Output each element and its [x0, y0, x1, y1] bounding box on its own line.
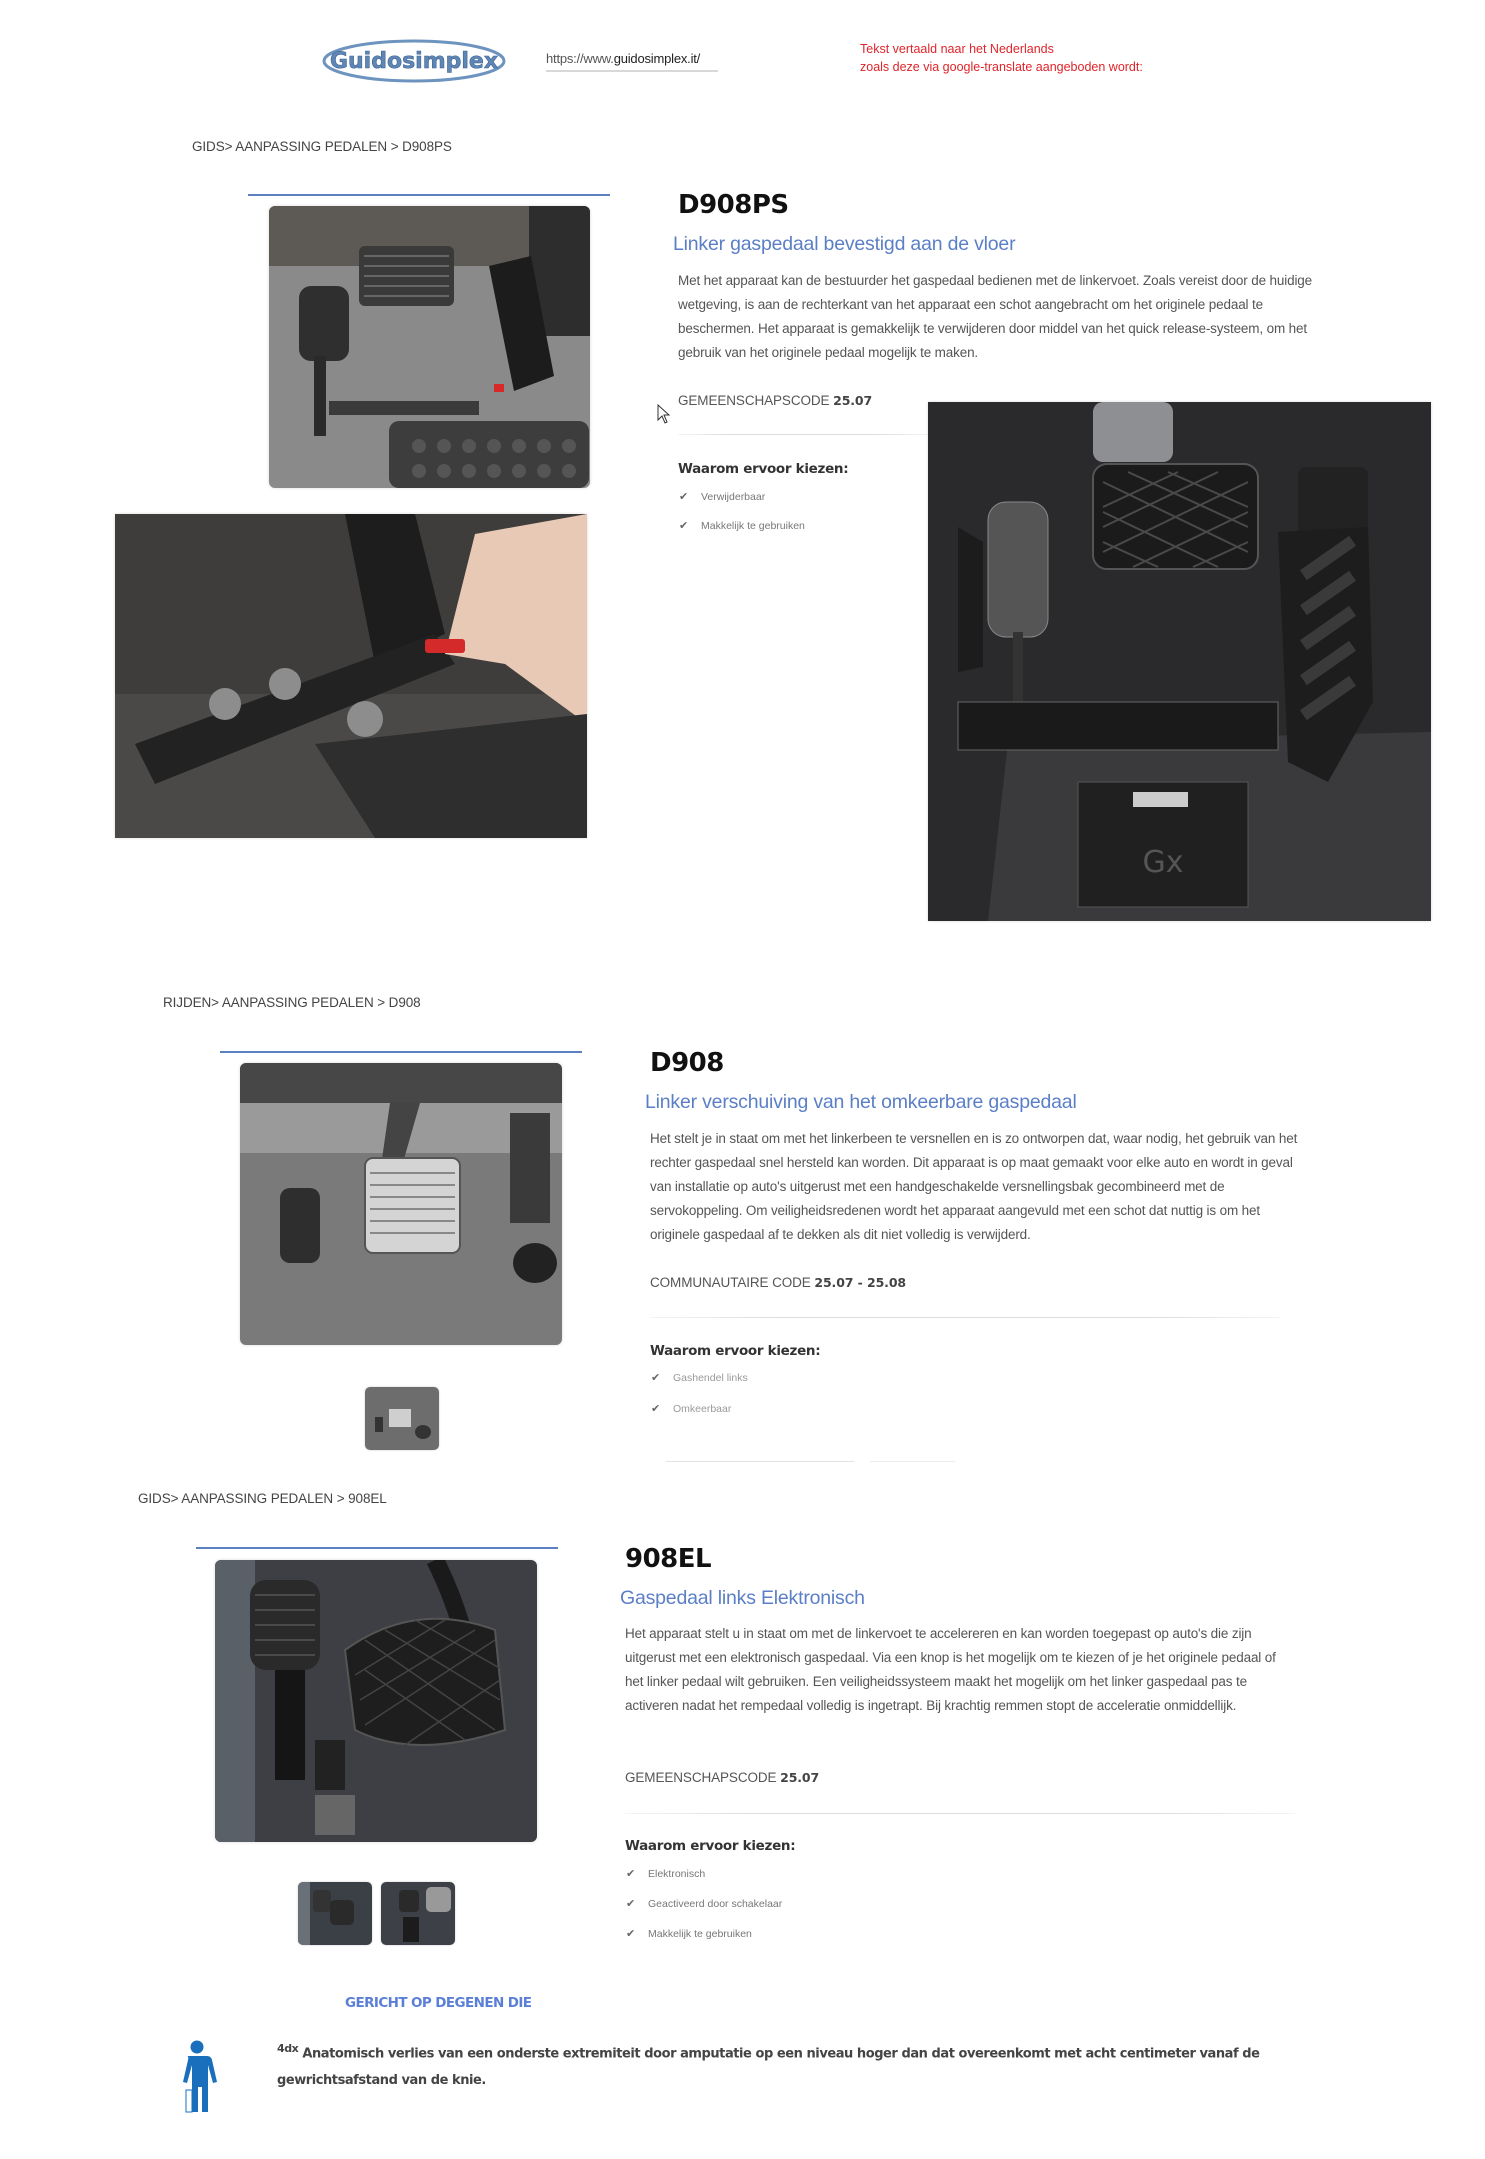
- breadcrumb-d908[interactable]: RIJDEN> AANPASSING PEDALEN > D908: [163, 995, 421, 1010]
- product-photo-d908ps-quick-release[interactable]: [115, 514, 587, 838]
- target-group-heading: GERICHT OP DEGENEN DIE: [345, 1995, 532, 2011]
- product-description-d908: Het stelt je in staat om met het linkerbeen te versnellen en is zo ontworpen dat, waar nodig, het gebruik van het rechter gaspedaal snel hersteld kan worden. Dit apparaat is op maat gemaakt voor elke auto en wordt in geval van installatie op auto's uitgerust met een handgeschakelde versnellingsbak gecombineerd met de servokoppeling. Om veiligheidsredenen wordt het apparaat aangevuld met een schot dat nuttig is om het originele gaspedaal af te dekken als dit niet volledig is verwijderd.: [650, 1131, 1298, 1242]
- product-photo-908el-main[interactable]: [215, 1560, 537, 1842]
- code-value: 25.07: [833, 393, 873, 408]
- product-subtitle-d908: Linker verschuiving van het omkeerbare gaspedaal: [645, 1091, 1077, 1113]
- feature-item: [626, 1867, 705, 1880]
- code-label: GEMEENSCHAPSCODE: [678, 393, 830, 408]
- target-text: Anatomisch verlies van een onderste extremiteit door amputatie op een niveau hoger dan dat overeenkomt met acht centimeter vanaf de gewrichtsafstand van de knie.: [277, 2046, 1260, 2089]
- feature-label: Omkeerbaar: [673, 1402, 732, 1415]
- divider-line: [625, 1813, 1295, 1814]
- feature-label: Gashendel links: [673, 1371, 748, 1384]
- why-choose-title-d908: Waarom ervoor kiezen:: [650, 1343, 821, 1359]
- feature-label: Makkelijk te gebruiken: [701, 519, 805, 532]
- product-description-908el: Het apparaat stelt u in staat om met de linkervoet te accelereren en kan worden toegepast op auto's die zijn uitgerust met een elektronisch gaspedaal. Via een knop is het mogelijk om te kiezen of je het originele pedaal of het linker pedaal wilt gebruiken. Een veiligheidssysteem maakt het mogelijk om het linker gaspedaal pas te activeren nadat het rempedaal volledig is ingetrapt. Bij krachtig remmen stopt de acceleratie onmiddellijk.: [625, 1626, 1276, 1713]
- community-code-d908ps: [678, 393, 872, 408]
- code-value: 25.07: [780, 1770, 820, 1785]
- checkmark-icon: ✔: [626, 1868, 636, 1880]
- checkmark-icon: ✔: [651, 1372, 661, 1384]
- product-photo-d908ps-installed[interactable]: [928, 402, 1431, 921]
- thumbnail-908el-1[interactable]: [298, 1882, 372, 1945]
- feature-item: [626, 1927, 752, 1940]
- product-description-d908ps: Met het apparaat kan de bestuurder het gaspedaal bedienen met de linkervoet. Zoals vereist door de huidige wetgeving, is aan de rechterkant van het apparaat een schot aangebracht om het originele pedaal te beschermen. Het apparaat is gemakkelijk te verwijderen door middel van het quick release-systeem, om het gebruik van het originele pedaal mogelijk te maken.: [678, 273, 1313, 360]
- divider-line: [666, 1461, 854, 1462]
- svg-text:Guidosimplex: Guidosimplex: [329, 49, 499, 74]
- target-code: 4dx: [277, 2042, 299, 2055]
- product-photo-d908ps-main[interactable]: [269, 206, 590, 488]
- checkmark-icon: ✔: [626, 1928, 636, 1940]
- target-group-description: [277, 2035, 1277, 2094]
- feature-label: Verwijderbaar: [701, 490, 766, 503]
- product-photo-d908-main[interactable]: [240, 1063, 562, 1345]
- feature-item: [651, 1402, 731, 1415]
- feature-item: [651, 1371, 748, 1384]
- why-choose-title-d908ps: Waarom ervoor kiezen:: [678, 461, 849, 477]
- product-subtitle-908el: Gaspedaal links Elektronisch: [620, 1587, 865, 1609]
- product-subtitle-d908ps: Linker gaspedaal bevestigd aan de vloer: [673, 233, 1016, 255]
- url-prefix: https://www.: [546, 51, 614, 66]
- why-choose-title-908el: Waarom ervoor kiezen:: [625, 1838, 796, 1854]
- product-title-d908: D908: [650, 1048, 724, 1078]
- divider-line: [870, 1461, 955, 1462]
- feature-item: [679, 490, 765, 503]
- thumbnail-d908[interactable]: [365, 1387, 439, 1450]
- url-domain: guidosimplex.it/: [613, 51, 701, 66]
- breadcrumb-908el[interactable]: GIDS> AANPASSING PEDALEN > 908EL: [138, 1491, 387, 1506]
- code-label: COMMUNAUTAIRE CODE: [650, 1275, 811, 1290]
- section-divider: [220, 1051, 582, 1053]
- amputee-person-icon: [173, 2040, 221, 2114]
- breadcrumb-d908ps[interactable]: GIDS> AANPASSING PEDALEN > D908PS: [192, 139, 452, 154]
- feature-item: [679, 519, 805, 532]
- feature-label: Makkelijk te gebruiken: [648, 1927, 752, 1940]
- translation-note-line2: zoals deze via google-translate aangeboden wordt:: [860, 60, 1143, 74]
- feature-label: Geactiveerd door schakelaar: [648, 1897, 783, 1910]
- feature-label: Elektronisch: [648, 1867, 706, 1880]
- mouse-cursor-icon: [657, 404, 671, 424]
- code-label: GEMEENSCHAPSCODE: [625, 1770, 777, 1785]
- checkmark-icon: ✔: [626, 1898, 636, 1910]
- guidosimplex-logo[interactable]: [318, 38, 510, 84]
- community-code-d908: [650, 1275, 906, 1290]
- product-title-908el: 908EL: [625, 1544, 712, 1574]
- product-title-d908ps: D908PS: [678, 190, 789, 220]
- checkmark-icon: ✔: [651, 1403, 661, 1415]
- divider-line: [678, 434, 928, 435]
- section-divider: [196, 1547, 558, 1549]
- feature-item: [626, 1897, 782, 1910]
- community-code-908el: [625, 1770, 819, 1785]
- thumbnail-908el-2[interactable]: [381, 1882, 455, 1945]
- checkmark-icon: ✔: [679, 520, 689, 532]
- translation-note-line1: Tekst vertaald naar het Nederlands: [860, 42, 1054, 56]
- logo-icon: [318, 38, 510, 84]
- svg-text:Gx: Gx: [1142, 845, 1184, 880]
- divider-line: [650, 1317, 1280, 1318]
- url-text: [546, 48, 718, 72]
- section-divider: [248, 194, 610, 196]
- translation-note: [860, 40, 1220, 76]
- checkmark-icon: ✔: [679, 491, 689, 503]
- code-value: 25.07 - 25.08: [814, 1275, 907, 1290]
